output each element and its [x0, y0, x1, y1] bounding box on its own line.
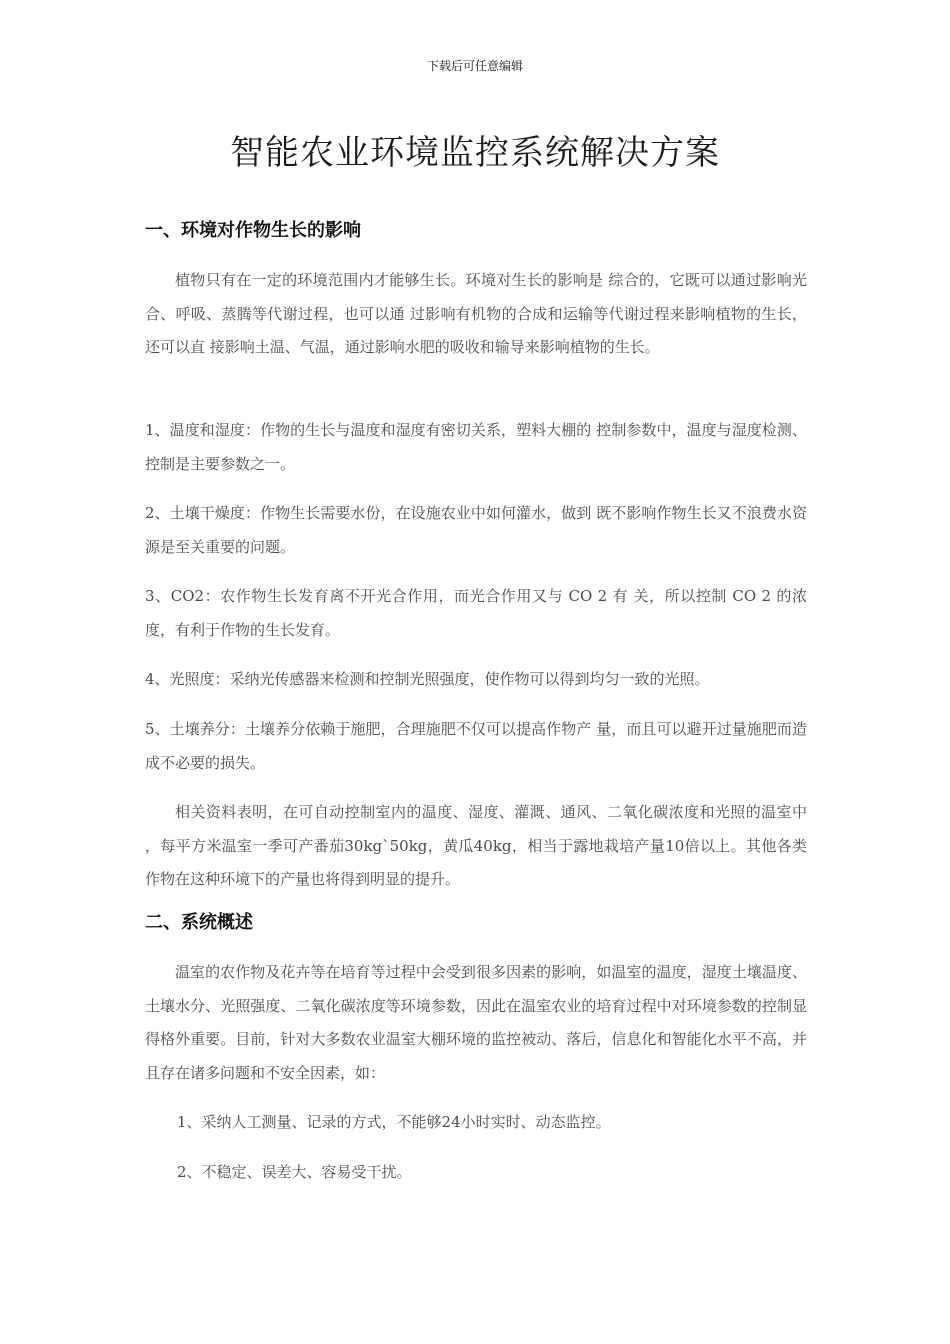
- list-item: 2、土壤干燥度：作物生长需要水份，在设施农业中如何灌水，做到 既不影响作物生长又不浪费水资源是至关重要的问题。: [145, 504, 807, 556]
- list-item: 3、CO2：农作物生长发育离不开光合作用，而光合作用又与 CO 2 有 关，所以控制 CO 2 的浓度，有利于作物的生长发育。: [145, 587, 807, 639]
- list-item: 4、光照度：采纳光传感器来检测和控制光照强度，使作物可以得到均匀一致的光照。: [145, 670, 710, 688]
- section-1-intro: 植物只有在一定的环境范围内才能够生长。环境对生长的影响是 综合的，它既可以通过影响光合、呼吸、蒸腾等代谢过程，也可以通 过影响有机物的合成和运输等代谢过程来影响植物的生长，还可以直 接影响土温、气温，通过影响水肥的吸收和输导来影响植物的生长。: [145, 271, 807, 356]
- section-2-intro: 温室的农作物及花卉等在培育等过程中会受到很多因素的影响，如温室的温度，湿度土壤温度、土壤水分、光照强度、二氧化碳浓度等环境参数，因此在温室农业的培育过程中对环境参数的控制显得格外重要。目前，针对大多数农业温室大棚环境的监控被动、落后，信息化和智能化水平不高，并且存在诸多问题和不安全因素，如：: [145, 963, 807, 1082]
- list-item: 5、土壤养分：土壤养分依赖于施肥，合理施肥不仅可以提高作物产 量，而且可以避开过量施肥而造成不必要的损失。: [145, 720, 807, 772]
- header-note: 下载后可任意编辑: [426, 59, 523, 73]
- document-title: 智能农业环境监控系统解决方案: [230, 133, 720, 173]
- section-2-heading: 二、系统概述: [145, 912, 253, 933]
- list-item: 2、不稳定、误差大、容易受干扰。: [177, 1163, 412, 1181]
- list-item: 1、温度和湿度：作物的生长与温度和湿度有密切关系，塑料大棚的 控制参数中，温度与湿度检测、控制是主要参数之一。: [145, 421, 807, 473]
- list-item: 1、采纳人工测量、记录的方式，不能够24小时实时、动态监控。: [177, 1113, 611, 1131]
- section-1-summary: 相关资料表明，在可自动控制室内的温度、湿度、灌溉、通风、二氧化碳浓度和光照的温室中 ，每平方米温室一季可产番茄30kg`50kg，黄瓜40kg，相当于露地栽培产量10倍以上。其他各类作物在这种环境下的产量也将得到明显的提升。: [145, 803, 807, 888]
- section-1-heading: 一、环境对作物生长的影响: [145, 220, 361, 241]
